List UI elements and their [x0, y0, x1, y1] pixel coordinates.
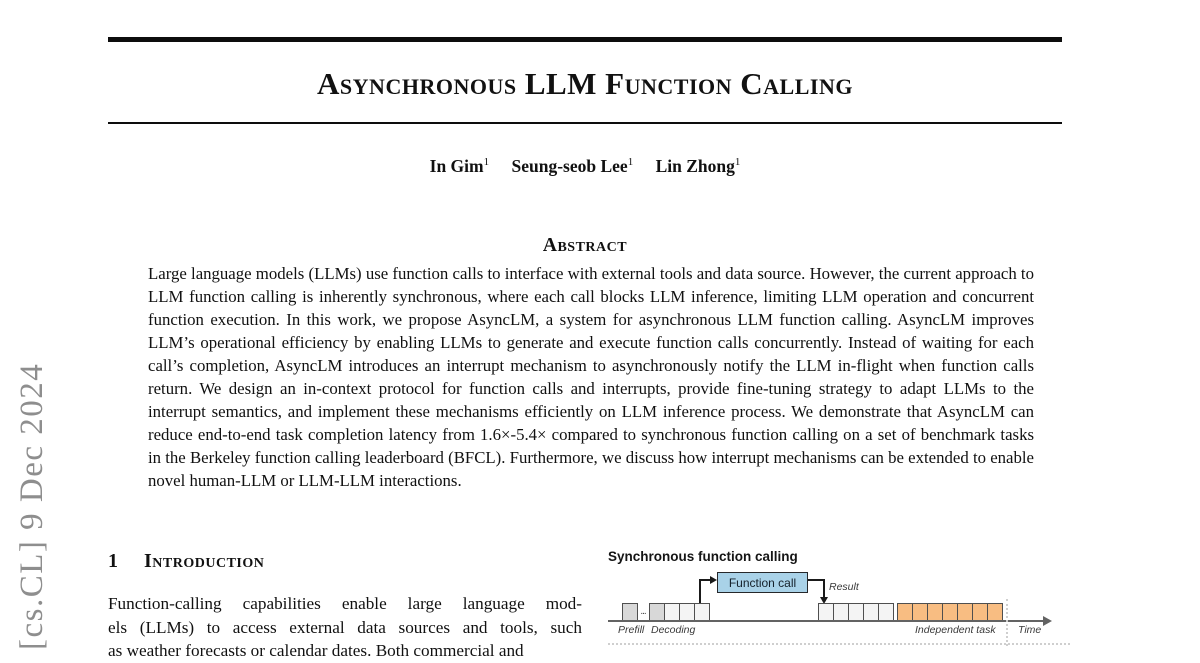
- result-label: Result: [829, 581, 859, 593]
- title-rule: [108, 122, 1062, 124]
- time-label: Time: [1018, 624, 1042, 636]
- section-number: 1: [108, 550, 118, 572]
- time-axis: [608, 620, 1044, 622]
- introduction-line: Function-calling capabilities enable large language mod-: [108, 594, 582, 613]
- independent-task-token-square: [972, 603, 988, 621]
- author: [430, 156, 489, 176]
- decoding-label: Decoding: [651, 624, 696, 636]
- author-name: Lin Zhong: [655, 156, 735, 176]
- call-arrowhead-icon: [710, 576, 717, 584]
- function-call-box: Function call: [717, 572, 808, 593]
- panel-separator-dotted-line: [608, 643, 1070, 645]
- result-arrow-vertical: [823, 579, 825, 598]
- introduction-paragraph: [108, 592, 582, 663]
- independent-task-row: [897, 603, 1002, 621]
- independent-task-token-square: [912, 603, 928, 621]
- author-affiliation-sup: 1: [483, 156, 490, 169]
- section-heading-introduction: [108, 550, 264, 573]
- decoding-token-square: [664, 603, 680, 621]
- decoding-token-square: [878, 603, 894, 621]
- introduction-line: as weather forecasts or calendar dates. Both commercial and: [108, 641, 524, 660]
- independent-task-token-square: [942, 603, 958, 621]
- decoding-token-square: [833, 603, 849, 621]
- author-name: In Gim: [429, 156, 484, 176]
- prefill-decoding-row: [622, 603, 709, 621]
- independent-task-token-square: [927, 603, 943, 621]
- task-boundary-dotted-line: [1006, 599, 1008, 646]
- abstract-heading: Abstract: [542, 235, 628, 256]
- section-name: Introduction: [144, 550, 265, 572]
- author-affiliation-sup: 1: [627, 156, 634, 169]
- author-name: Seung-seob Lee: [511, 156, 628, 176]
- author-line: [108, 156, 1062, 177]
- decoding-token-square: [863, 603, 879, 621]
- introduction-line: els (LLMs) to access external data sources and tools, such: [108, 617, 582, 637]
- page-title: Asynchronous LLM Function Calling: [317, 66, 853, 101]
- call-arrow-vertical: [699, 580, 701, 603]
- independent-task-token-square: [957, 603, 973, 621]
- prefill-token-square: [622, 603, 638, 621]
- figure-title: Synchronous function calling: [608, 549, 798, 564]
- abstract-text: Large language models (LLMs) use function calls to interface with external tools and data source. However, the current approach to LLM function calling is inherently synchronous, where each call blocks LLM inference, limiting LLM operation and concurrent function execution. In this work, we propose AsyncLM, a system for asynchronous LLM function calling. AsyncLM improves LLM’s operational efficiency by enabling LLMs to generate and execute function calls concurrently. Instead of waiting for each call’s completion, AsyncLM introduces an interrupt mechanism to asynchronously notify the LLM in-flight when function calls return. We design an in-context protocol for function calls and interrupts, provide fine-tuning strategy to adapt LLMs to the interrupt semantics, and implement these mechanisms efficiently on LLM inference process. We demonstrate that AsyncLM can reduce end-to-end task completion latency from 1.6×-5.4× compared to synchronous function calling on a set of benchmark tasks in the Berkeley function calling leaderboard (BFCL). Furthermore, we discuss how interrupt mechanisms can be extended to enable novel human-LLM or LLM-LLM interactions.: [148, 264, 1034, 490]
- decoding-token-square: [679, 603, 695, 621]
- top-rule: [108, 37, 1062, 42]
- decoding-token-square: [694, 603, 710, 621]
- prefill-token-square: [649, 603, 665, 621]
- time-axis-arrowhead-icon: [1043, 616, 1052, 626]
- independent-task-token-square: [987, 603, 1003, 621]
- independent-task-label: Independent task: [915, 624, 996, 636]
- prefill-label: Prefill: [618, 624, 645, 636]
- post-result-row: [818, 603, 893, 621]
- author-affiliation-sup: 1: [734, 156, 741, 169]
- ellipsis: ...: [640, 606, 646, 617]
- decoding-token-square: [848, 603, 864, 621]
- author: [656, 156, 741, 176]
- decoding-token-square: [818, 603, 834, 621]
- arxiv-watermark: [cs.CL] 9 Dec 2024: [14, 362, 50, 650]
- author: [512, 156, 634, 176]
- independent-task-token-square: [897, 603, 913, 621]
